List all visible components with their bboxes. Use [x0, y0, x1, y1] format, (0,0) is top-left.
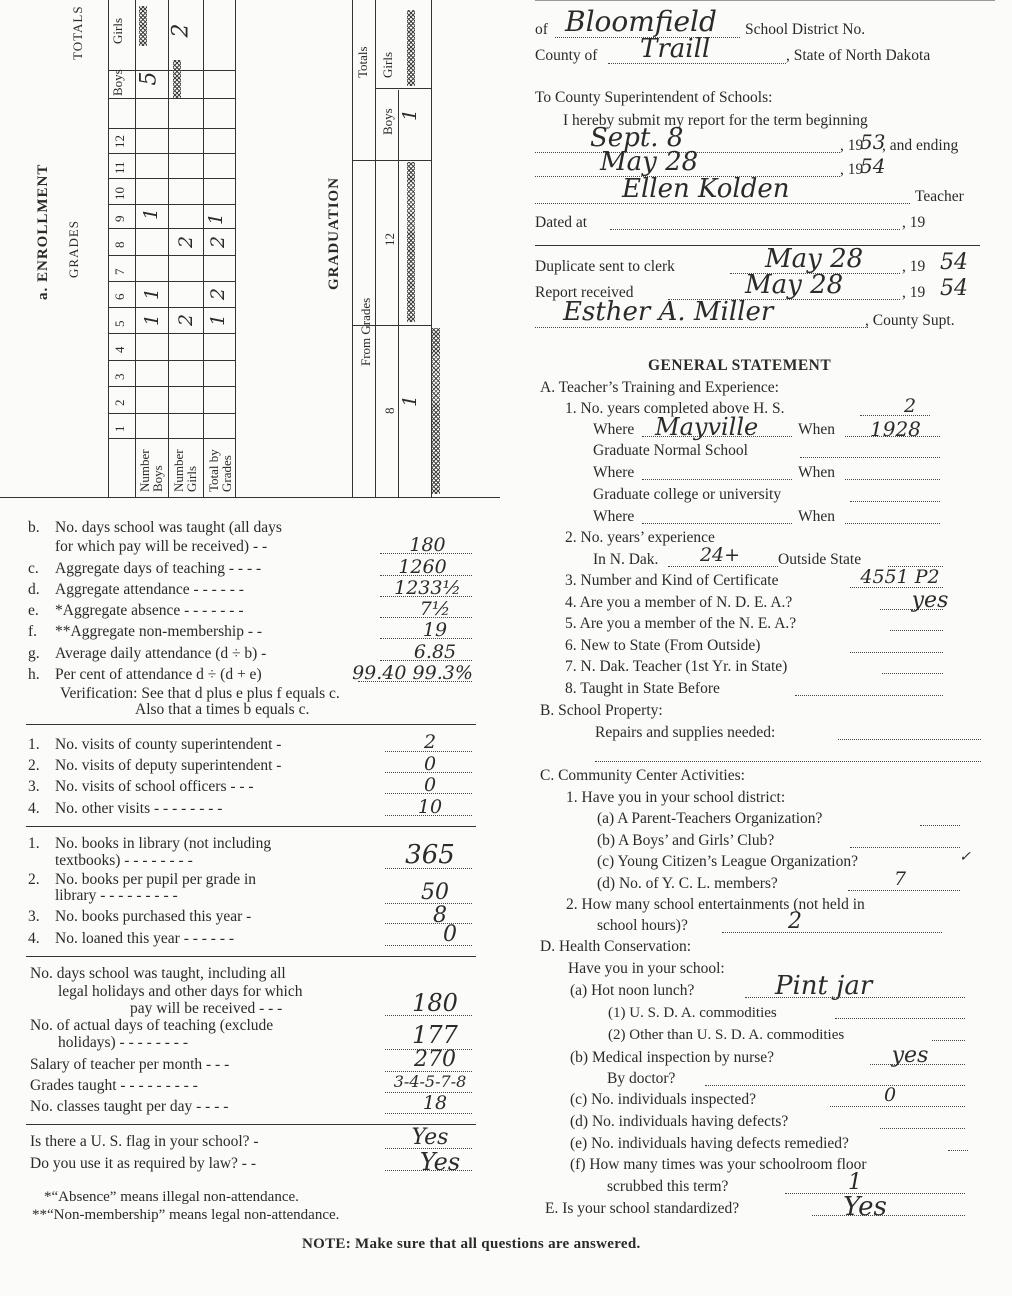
by-doctor-label: By doctor? — [607, 1070, 676, 1087]
when-label: When — [798, 464, 836, 481]
girls-total-boys-hatch — [139, 6, 147, 46]
c2-label-line2: school hours)? — [597, 917, 688, 934]
and-ending-label: , and ending — [882, 137, 959, 154]
da1-label: (1) U. S. D. A. commodities — [608, 1005, 777, 1021]
e-val: Yes — [843, 1192, 887, 1222]
a8-label: 8. Taught in State Before — [565, 680, 720, 697]
stat-d-val: 1233½ — [394, 577, 461, 599]
girls-total: 2 — [168, 23, 194, 38]
library-per-pupil-val: 50 — [421, 880, 449, 905]
grad-grade8-val: 1 — [399, 394, 422, 408]
library-num: 2. — [28, 871, 40, 888]
stat-h-val: 99.40 99.3% — [352, 662, 473, 684]
dated-label: Dated at — [535, 214, 588, 231]
stat-b-text2: for which pay will be received) - - — [55, 538, 268, 555]
grades-label: GRADES — [66, 219, 81, 278]
grade-col-6: 6 — [112, 293, 127, 300]
in-nd-label: In N. Dak. — [593, 551, 659, 568]
section-a-heading: A. Teacher’s Training and Experience: — [540, 379, 779, 396]
library-num: 1. — [28, 835, 40, 852]
grade-col-1: 1 — [112, 425, 127, 432]
cc-label: (c) Young Citizen’s League Organization? — [597, 853, 858, 870]
df-val: 1 — [848, 1170, 862, 1195]
days-text: Salary of teacher per month - - - — [30, 1056, 230, 1073]
stat-f-text: **Aggregate non-membership - - — [55, 623, 263, 640]
a3-val: 4551 P2 — [860, 566, 940, 588]
grade-col-8: 8 — [112, 241, 127, 248]
girls-grade7: 2 — [175, 235, 198, 249]
de-label: (e) No. individuals having defects remedied? — [570, 1135, 849, 1152]
graduation-title: GRADUATION — [326, 176, 342, 290]
visit-num: 4. — [28, 800, 40, 817]
library-books-val: 365 — [405, 840, 455, 870]
grad12-hatch — [407, 162, 415, 322]
term-end: May 28 — [600, 147, 699, 177]
stat-f-val: 19 — [422, 619, 448, 641]
grade-col-12: 12 — [112, 135, 127, 148]
year-prefix: , 19 — [840, 161, 864, 178]
da2-label: (2) Other than U. S. D. A. commodities — [608, 1027, 845, 1043]
cc-val: ✓ — [959, 849, 971, 865]
visit-val: 0 — [423, 753, 437, 775]
dd-label: (d) No. individuals having defects? — [570, 1113, 789, 1130]
stat-g-label: g. — [28, 645, 40, 662]
footnote-nonmembership: **“Non-membership” means legal non-attendance. — [32, 1207, 340, 1223]
classes-per-day-val: 18 — [422, 1092, 448, 1114]
visit-val: 0 — [423, 774, 437, 796]
df-label-line1: (f) How many times was your schoolroom floor — [570, 1156, 867, 1173]
duplicate-label: Duplicate sent to clerk — [535, 258, 675, 275]
visit-text: No. other visits - - - - - - - - — [55, 800, 223, 817]
totals-label: TOTALS — [70, 5, 85, 60]
visit-num: 2. — [28, 757, 40, 774]
stat-f-label: f. — [28, 623, 38, 640]
a3-label: 3. Number and Kind of Certificate — [565, 572, 779, 589]
a1-label: 1. No. years completed above H. S. — [565, 400, 785, 417]
outside-state-label: Outside State — [778, 551, 862, 568]
year-prefix: , 19 — [902, 258, 926, 275]
boys-grade8: 1 — [140, 207, 163, 221]
footnote-absence: *“Absence” means illegal non-attendance. — [44, 1189, 299, 1205]
grades-taught-val: 3-4-5-7-8 — [393, 1072, 467, 1091]
graduate-normal-label: Graduate Normal School — [593, 442, 748, 459]
grade-col-5: 5 — [112, 320, 127, 327]
ca-label: (a) A Parent-Teachers Organization? — [597, 810, 823, 827]
term-start: Sept. 8 — [590, 123, 684, 153]
to-superintendent-label: To County Superintendent of Schools: — [535, 89, 773, 106]
c2-val: 2 — [788, 909, 802, 934]
library-text: No. books purchased this year - — [55, 908, 252, 925]
boys-grade4: 1 — [141, 313, 164, 327]
days-text: holidays) - - - - - - - - — [58, 1034, 188, 1051]
a1-val: 2 — [903, 395, 917, 417]
received-label: Report received — [535, 284, 634, 301]
where-label: Where — [593, 508, 635, 525]
note-text: NOTE: Make sure that all questions are answered. — [302, 1236, 641, 1252]
superintendent-label: , County Supt. — [865, 312, 955, 329]
stat-c-text: Aggregate days of teaching - - - - — [55, 560, 262, 577]
stat-e-val: 7½ — [419, 598, 451, 620]
da-val: Pint jar — [775, 971, 873, 1001]
stat-h-text: Per cent of attendance d ÷ (d + e) — [55, 666, 262, 683]
c1-label: 1. Have you in your school district: — [566, 789, 786, 806]
girls-grade4: 2 — [175, 313, 198, 327]
cd-label: (d) No. of Y. C. L. members? — [597, 875, 778, 892]
total-grade4: 1 — [207, 313, 230, 327]
grade-col-3: 3 — [112, 373, 127, 380]
days-text: Grades taught - - - - - - - - - — [30, 1077, 198, 1094]
visit-text: No. visits of deputy superintendent - — [55, 757, 282, 774]
teacher-label: Teacher — [915, 188, 964, 205]
dc-label: (c) No. individuals inspected? — [570, 1091, 756, 1108]
salary-val: 270 — [414, 1047, 456, 1072]
stat-e-text: *Aggregate absence - - - - - - - — [55, 602, 244, 619]
days-text: pay will be received - - - — [130, 1000, 283, 1017]
in-nd-val: 24+ — [699, 544, 741, 566]
cb-label: (b) A Boys’ and Girls’ Club? — [597, 832, 775, 849]
library-purchased-val: 8 — [433, 903, 447, 928]
superintendent-name: Esther A. Miller — [563, 297, 774, 327]
days-actual-val: 177 — [412, 1021, 458, 1049]
submit-label: I hereby submit my report for the term beginning — [563, 112, 868, 129]
grad8-hatch — [432, 328, 440, 494]
repairs-label: Repairs and supplies needed: — [595, 724, 776, 741]
section-b-heading: B. School Property: — [540, 702, 663, 719]
section-c-heading: C. Community Center Activities: — [540, 767, 745, 784]
da-label: (a) Hot noon lunch? — [570, 982, 695, 999]
flag-answer2: Yes — [419, 1148, 461, 1176]
stat-g-val: 6.85 — [413, 641, 457, 663]
library-text: No. books in library (not including — [55, 835, 272, 852]
visit-num: 1. — [28, 736, 40, 753]
grade12-label: 12 — [382, 233, 397, 246]
days-text: No. days school was taught, including all — [30, 965, 286, 982]
grade-col-2: 2 — [112, 399, 127, 406]
days-taught-val: 180 — [412, 989, 458, 1017]
when-val: 1928 — [870, 417, 921, 441]
flag-answer1: Yes — [411, 1125, 449, 1150]
stat-c-val: 1260 — [398, 556, 447, 578]
total-grade5: 2 — [207, 287, 230, 301]
district-label: School District No. — [745, 21, 866, 38]
teacher-name: Ellen Kolden — [622, 174, 790, 204]
a7-label: 7. N. Dak. Teacher (1st Yr. in State) — [565, 658, 788, 675]
from-grades-label: From Grades — [358, 297, 373, 366]
stat-e-label: e. — [28, 602, 39, 619]
row-label-girls: Number Girls — [171, 449, 199, 492]
grad-girls-hatch — [407, 10, 415, 86]
duplicate-date: May 28 — [765, 244, 864, 274]
stat-c-label: c. — [28, 560, 39, 577]
boys-total: 5 — [136, 71, 162, 86]
grad-boys-total: 1 — [399, 108, 422, 122]
where-label: Where — [593, 464, 635, 481]
verification-line2: Also that a times b equals c. — [135, 701, 310, 718]
visit-val: 2 — [423, 731, 437, 753]
grade-col-9: 9 — [112, 215, 127, 222]
a4-val: yes — [911, 588, 949, 613]
of-label: of — [535, 21, 548, 38]
db-label: (b) Medical inspection by nurse? — [570, 1049, 775, 1066]
end-year: 54 — [860, 154, 886, 178]
library-num: 4. — [28, 930, 40, 947]
days-text: No. classes taught per day - - - - — [30, 1098, 229, 1115]
stat-h-label: h. — [28, 666, 40, 683]
row-label-boys: Number Boys — [137, 449, 165, 492]
section-e-label: E. Is your school standardized? — [545, 1200, 740, 1217]
district-name: Bloomfield — [565, 5, 717, 38]
enrollment-title: a. ENROLLMENT — [35, 163, 51, 300]
a5-label: 5. Are you a member of the N. E. A.? — [565, 615, 797, 632]
flag-question2: Do you use it as required by law? - - — [30, 1155, 256, 1172]
stat-b-label: b. — [28, 519, 40, 536]
library-text: textbooks) - - - - - - - - — [55, 852, 193, 869]
grade8-label: 8 — [382, 407, 397, 414]
library-text: library - - - - - - - - - — [55, 887, 178, 904]
library-text: No. loaned this year - - - - - - — [55, 930, 235, 947]
grade-col-11: 11 — [112, 161, 127, 174]
boys-col-label: Boys — [110, 69, 125, 96]
boys-total-girls-hatch — [173, 60, 181, 98]
stat-d-text: Aggregate attendance - - - - - - — [55, 581, 244, 598]
verification-line1: Verification: See that d plus e plus f equals c. — [60, 685, 340, 702]
library-loaned-val: 0 — [443, 922, 457, 947]
where-label: Where — [593, 421, 635, 438]
section-d-heading: D. Health Conservation: — [540, 938, 692, 955]
grade-col-7: 7 — [112, 268, 127, 275]
state-label: , State of North Dakota — [786, 47, 931, 64]
county-name: Traill — [640, 34, 711, 64]
total-grade7: 2 — [207, 235, 230, 249]
dc-val: 0 — [883, 1084, 897, 1106]
stat-d-label: d. — [28, 581, 40, 598]
when-label: When — [798, 421, 836, 438]
visit-val: 10 — [417, 796, 443, 818]
stat-b-text1: No. days school was taught (all days — [55, 519, 282, 536]
visit-text: No. visits of county superintendent - — [55, 736, 282, 753]
when-label: When — [798, 508, 836, 525]
boys-grade5: 1 — [141, 287, 164, 301]
a6-label: 6. New to State (From Outside) — [565, 637, 761, 654]
grad-boys-label: Boys — [380, 108, 395, 135]
days-text: No. of actual days of teaching (exclude — [30, 1017, 274, 1034]
visit-num: 3. — [28, 778, 40, 795]
graduate-college-label: Graduate college or university — [593, 486, 782, 503]
a4-label: 4. Are you a member of N. D. E. A.? — [565, 594, 793, 611]
grad-girls-label: Girls — [380, 52, 395, 78]
flag-question1: Is there a U. S. flag in your school? - — [30, 1133, 259, 1150]
days-text: legal holidays and other days for which — [58, 983, 303, 1000]
stat-b-val: 180 — [409, 534, 446, 556]
c2-label-line1: 2. How many school entertainments (not held in — [566, 896, 865, 913]
received-date: May 28 — [745, 270, 844, 300]
general-statement-title: GENERAL STATEMENT — [648, 357, 832, 374]
a2-label: 2. No. years’ experience — [565, 529, 715, 546]
county-label: County of — [535, 47, 598, 64]
db-val: yes — [891, 1043, 929, 1068]
row-label-total: Total by Grades — [206, 449, 234, 492]
received-year: 54 — [940, 276, 968, 301]
where-val: Mayville — [655, 413, 759, 441]
start-year: 53 — [860, 130, 886, 154]
girls-col-label: Girls — [110, 18, 125, 44]
grade-col-4: 4 — [112, 346, 127, 353]
df-label-line2: scrubbed this term? — [607, 1178, 729, 1195]
year-prefix: , 19 — [902, 284, 926, 301]
library-num: 3. — [28, 908, 40, 925]
total-grade8: 1 — [205, 212, 228, 226]
d-have-label: Have you in your school: — [568, 960, 725, 977]
dated-year-prefix: , 19 — [902, 214, 926, 231]
grad-totals-label: Totals — [355, 46, 370, 78]
grade-col-10: 10 — [112, 187, 127, 200]
duplicate-year: 54 — [940, 250, 968, 275]
year-prefix: , 19 — [840, 137, 864, 154]
cd-val: 7 — [893, 868, 907, 890]
library-text: No. books per pupil per grade in — [55, 871, 257, 888]
stat-g-text: Average daily attendance (d ÷ b) - — [55, 645, 267, 662]
visit-text: No. visits of school officers - - - — [55, 778, 254, 795]
